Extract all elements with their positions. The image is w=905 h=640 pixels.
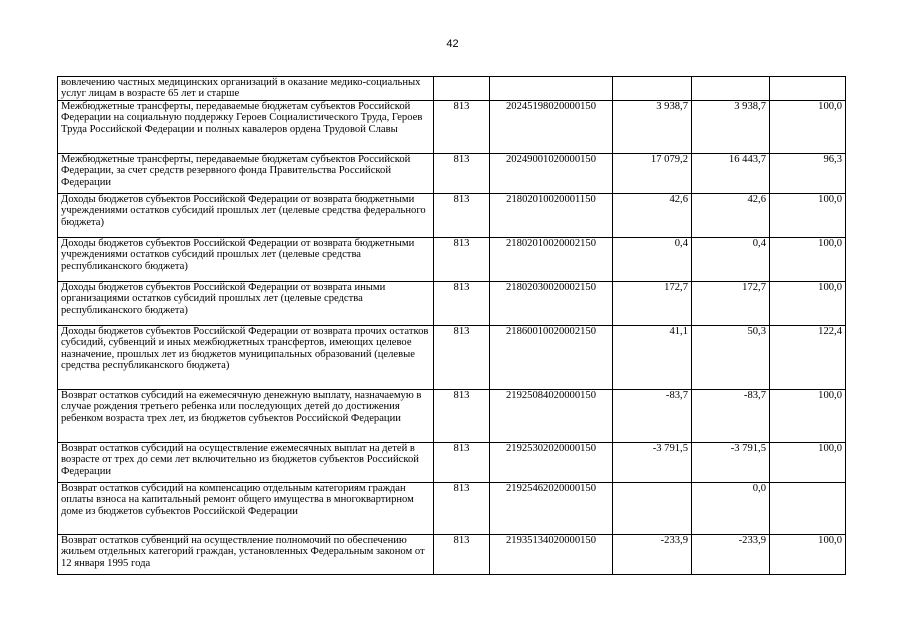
budget-table xyxy=(57,76,846,575)
execution-percent xyxy=(770,77,846,101)
admin-code: 813 xyxy=(434,483,490,535)
row-description: Межбюджетные трансферты, передаваемые бюджетам субъектов Российской Федерации на социальную поддержку Героев Социалистического Труда, Героев Труда Российской Федерации и полных кавалеров ордена Трудовой Славы xyxy=(58,101,434,154)
row-description: Доходы бюджетов субъектов Российской Федерации от возврата бюджетными учреждениями остатков субсидий прошлых лет (целевые средства федерального бюджета) xyxy=(58,194,434,238)
planned-amount: 172,7 xyxy=(613,282,692,326)
execution-percent: 100,0 xyxy=(770,194,846,238)
admin-code: 813 xyxy=(434,443,490,483)
row-description: Доходы бюджетов субъектов Российской Федерации от возврата прочих остатков субсидий, субвенций и иных межбюджетных трансфертов, имеющих целевое назначение, прошлых лет из бюджетов муниципальных образований (целевые средства республиканского бюджета) xyxy=(58,326,434,390)
table-row xyxy=(58,443,846,483)
planned-amount: 42,6 xyxy=(613,194,692,238)
admin-code: 813 xyxy=(434,154,490,194)
actual-amount: 172,7 xyxy=(692,282,770,326)
actual-amount: 50,3 xyxy=(692,326,770,390)
row-description: вовлечению частных медицинских организаций в оказание медико-социальных услуг лицам в возрасте 65 лет и старше xyxy=(58,77,434,101)
row-description: Доходы бюджетов субъектов Российской Федерации от возврата иными организациями остатков субсидий прошлых лет (целевые средства республиканского бюджета) xyxy=(58,282,434,326)
planned-amount: -83,7 xyxy=(613,390,692,443)
planned-amount xyxy=(613,483,692,535)
planned-amount: -233,9 xyxy=(613,535,692,575)
admin-code: 813 xyxy=(434,194,490,238)
row-description: Межбюджетные трансферты, передаваемые бюджетам субъектов Российской Федерации, за счет средств резервного фонда Правительства Российской Федерации xyxy=(58,154,434,194)
budget-code: 21802010020001150 xyxy=(490,194,613,238)
budget-code: 21925462020000150 xyxy=(490,483,613,535)
execution-percent: 100,0 xyxy=(770,535,846,575)
row-description: Возврат остатков субсидий на осуществление ежемесячных выплат на детей в возрасте от трех до семи лет включительно из бюджетов субъектов Российской Федерации xyxy=(58,443,434,483)
actual-amount xyxy=(692,77,770,101)
admin-code xyxy=(434,77,490,101)
admin-code: 813 xyxy=(434,101,490,154)
page-number: 42 xyxy=(446,38,459,50)
row-description: Доходы бюджетов субъектов Российской Федерации от возврата бюджетными учреждениями остатков субсидий прошлых лет (целевые средства республиканского бюджета) xyxy=(58,238,434,282)
execution-percent: 100,0 xyxy=(770,101,846,154)
actual-amount: 16 443,7 xyxy=(692,154,770,194)
planned-amount: 41,1 xyxy=(613,326,692,390)
table-row xyxy=(58,535,846,575)
table-row xyxy=(58,77,846,101)
budget-code: 20249001020000150 xyxy=(490,154,613,194)
admin-code: 813 xyxy=(434,326,490,390)
execution-percent: 100,0 xyxy=(770,390,846,443)
execution-percent: 96,3 xyxy=(770,154,846,194)
actual-amount: -3 791,5 xyxy=(692,443,770,483)
actual-amount: -83,7 xyxy=(692,390,770,443)
budget-code xyxy=(490,77,613,101)
actual-amount: -233,9 xyxy=(692,535,770,575)
planned-amount: 0,4 xyxy=(613,238,692,282)
actual-amount: 0,0 xyxy=(692,483,770,535)
row-description: Возврат остатков субсидий на ежемесячную денежную выплату, назначаемую в случае рождения третьего ребенка или последующих детей до достижения ребенком возраста трех лет, из бюджетов субъектов Российской Федерации xyxy=(58,390,434,443)
execution-percent: 100,0 xyxy=(770,443,846,483)
planned-amount: 3 938,7 xyxy=(613,101,692,154)
table-row xyxy=(58,154,846,194)
admin-code: 813 xyxy=(434,390,490,443)
table-row xyxy=(58,282,846,326)
execution-percent xyxy=(770,483,846,535)
row-description: Возврат остатков субвенций на осуществление полномочий по обеспечению жильем отдельных категорий граждан, установленных Федеральным законом от 12 января 1995 года xyxy=(58,535,434,575)
budget-code: 20245198020000150 xyxy=(490,101,613,154)
budget-code: 21925302020000150 xyxy=(490,443,613,483)
table-row xyxy=(58,326,846,390)
budget-code: 21935134020000150 xyxy=(490,535,613,575)
table-row xyxy=(58,194,846,238)
table-row xyxy=(58,390,846,443)
planned-amount xyxy=(613,77,692,101)
actual-amount: 3 938,7 xyxy=(692,101,770,154)
execution-percent: 100,0 xyxy=(770,282,846,326)
table-row xyxy=(58,238,846,282)
execution-percent: 100,0 xyxy=(770,238,846,282)
table-row xyxy=(58,101,846,154)
planned-amount: 17 079,2 xyxy=(613,154,692,194)
table-row xyxy=(58,483,846,535)
budget-code: 21802010020002150 xyxy=(490,238,613,282)
actual-amount: 42,6 xyxy=(692,194,770,238)
actual-amount: 0,4 xyxy=(692,238,770,282)
row-description: Возврат остатков субсидий на компенсацию отдельным категориям граждан оплаты взноса на капитальный ремонт общего имущества в многоквартирном доме из бюджетов субъектов Российской Федерации xyxy=(58,483,434,535)
execution-percent: 122,4 xyxy=(770,326,846,390)
admin-code: 813 xyxy=(434,282,490,326)
admin-code: 813 xyxy=(434,238,490,282)
budget-code: 21925084020000150 xyxy=(490,390,613,443)
planned-amount: -3 791,5 xyxy=(613,443,692,483)
budget-code: 21860010020002150 xyxy=(490,326,613,390)
admin-code: 813 xyxy=(434,535,490,575)
budget-code: 21802030020002150 xyxy=(490,282,613,326)
